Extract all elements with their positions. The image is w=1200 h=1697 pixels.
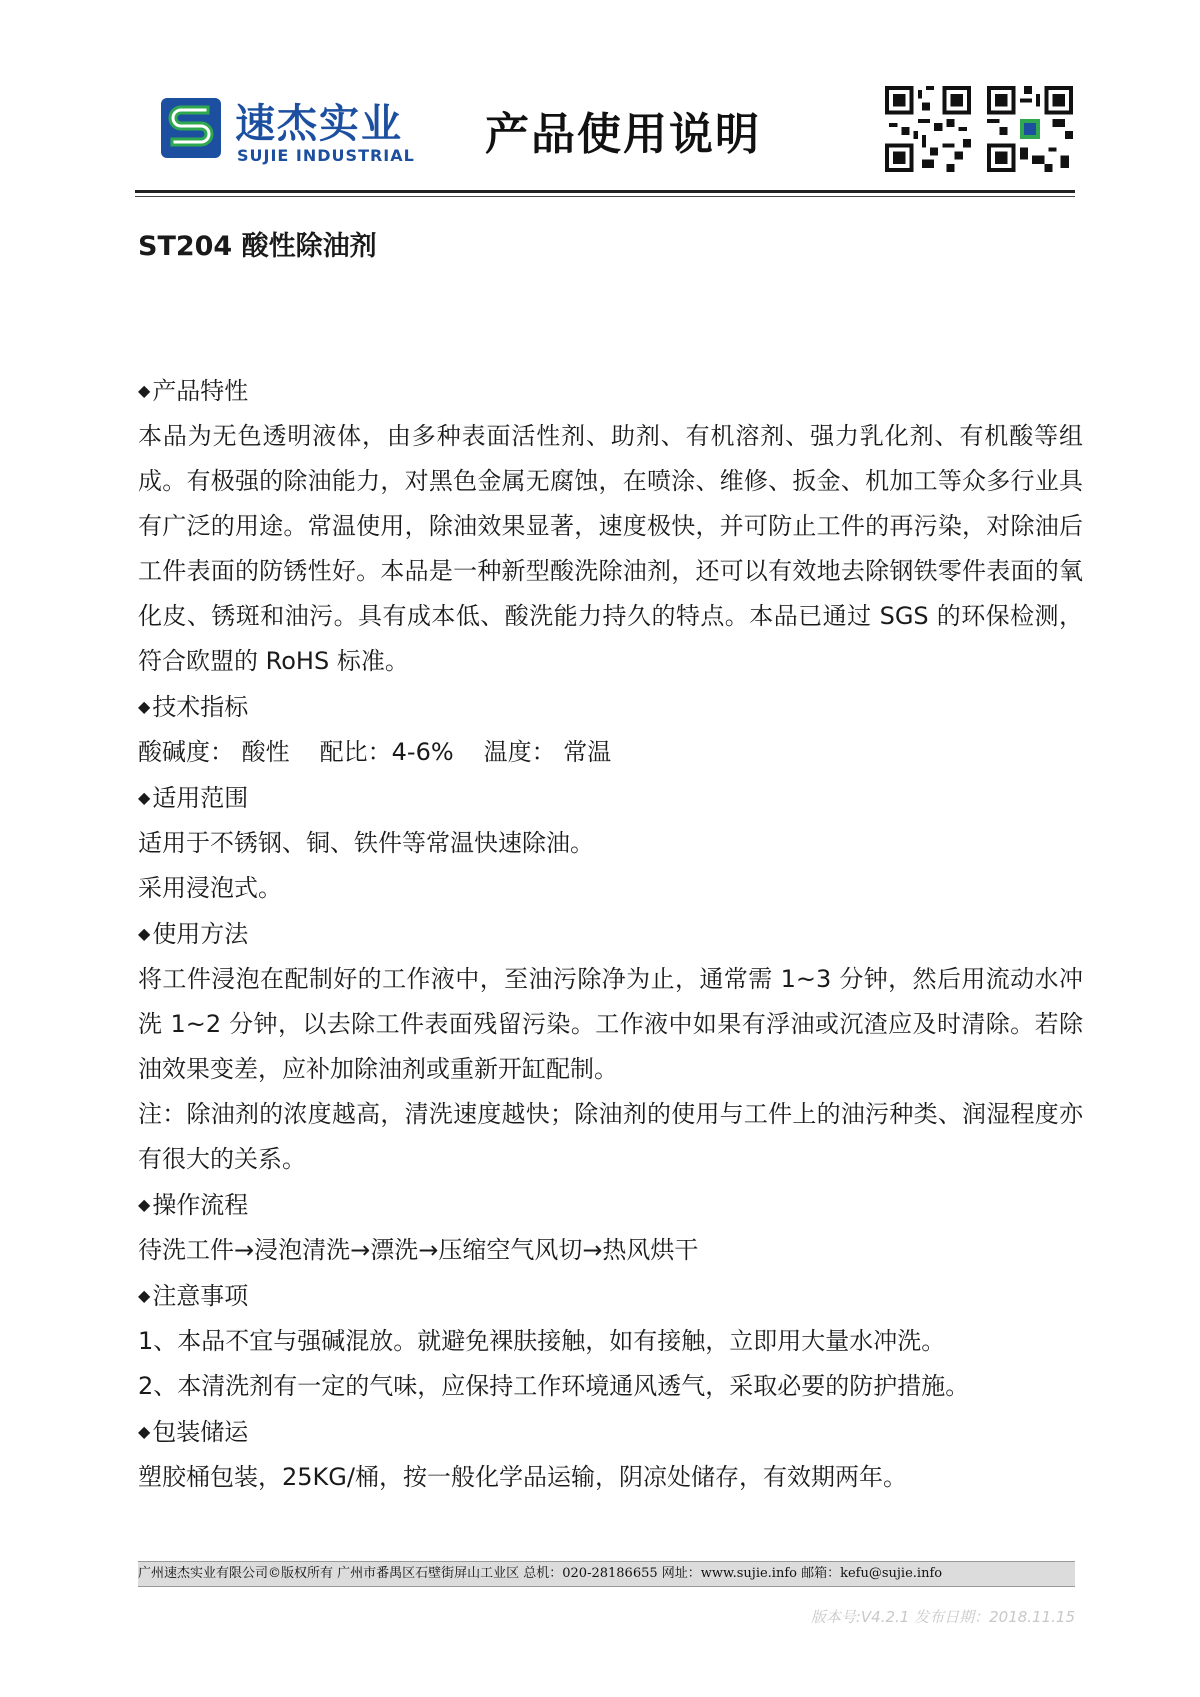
sujie-logo-icon (159, 96, 223, 160)
section-heading-specs (138, 684, 1083, 730)
section-heading-text: 使用方法 (152, 920, 249, 948)
section-heading-text: 包装储运 (152, 1418, 249, 1446)
section-heading-cautions (138, 1273, 1083, 1319)
section-heading-features (138, 368, 1083, 414)
spec-ratio: 配比：4-6% (319, 738, 454, 766)
packaging-line: 塑胶桶包装，25KG/桶，按一般化学品运输，阴凉处储存，有效期两年。 (138, 1463, 907, 1491)
header-rule (135, 190, 1075, 193)
features-paragraph: 本品为无色透明液体，由多种表面活性剂、助剂、有机溶剂、强力乳化剂、有机酸等组成。有极强的除油能力，对黑色金属无腐蚀，在喷涂、维修、扳金、机加工等众多行业具有广泛的用途。常温使用，除油效果显著，速度极快，并可防止工件的再污染，对除油后工件表面的防锈性好。本品是一种新型酸洗除油剂，还可以有效地去除钢铁零件表面的氧化皮、锈斑和油污。具有成本低、酸洗能力持久的特点。本品已通过 SGS 的环保检测，符合欧盟的 RoHS 标准。 (138, 422, 1083, 675)
section-heading-process (138, 1182, 1083, 1228)
specs-line (138, 730, 1083, 775)
caution-item: 1、本品不宜与强碱混放。就避免裸肤接触，如有接触，立即用大量水冲洗。 (138, 1327, 946, 1355)
logo-chinese-name: 速杰实业 (235, 101, 403, 147)
diamond-bullet-icon: ◆ (138, 1195, 151, 1214)
spec-acidity: 酸碱度： 酸性 (138, 738, 290, 766)
header-rule-thin (135, 196, 1075, 197)
spec-temperature: 温度： 常温 (483, 738, 612, 766)
document-title: 产品使用说明 (485, 109, 761, 160)
section-heading-text: 操作流程 (152, 1191, 249, 1219)
qr-code-icon (987, 86, 1073, 172)
product-title: ST204 酸性除油剂 (138, 231, 377, 262)
usage-paragraph: 将工件浸泡在配制好的工作液中，至油污除净为止，通常需 1~3 分钟，然后用流动水冲洗 1~2 分钟，以去除工件表面残留污染。工作液中如果有浮油或沉渣应及时清除。若除油效果变差，应补加除油剂或重新开缸配制。 (138, 965, 1083, 1083)
usage-note: 注：除油剂的浓度越高，清洗速度越快；除油剂的使用与工件上的油污种类、润湿程度亦有很大的关系。 (138, 1100, 1083, 1173)
logo-english-name: SUJIE INDUSTRIAL (237, 146, 415, 165)
diamond-bullet-icon: ◆ (138, 1286, 151, 1305)
section-heading-text: 注意事项 (152, 1282, 249, 1310)
diamond-bullet-icon: ◆ (138, 788, 151, 807)
diamond-bullet-icon: ◆ (138, 381, 151, 400)
version-info: 版本号:V4.2.1 发布日期：2018.11.15 (810, 1608, 1075, 1626)
section-heading-scope (138, 775, 1083, 821)
section-heading-usage (138, 911, 1083, 957)
qr-code-icon (885, 86, 971, 172)
document-body (138, 368, 1083, 1500)
section-heading-packaging (138, 1409, 1083, 1455)
diamond-bullet-icon: ◆ (138, 697, 151, 716)
diamond-bullet-icon: ◆ (138, 924, 151, 943)
page-header (135, 80, 1075, 190)
caution-item: 2、本清洗剂有一定的气味，应保持工作环境通风透气，采取必要的防护措施。 (138, 1372, 970, 1400)
section-heading-text: 适用范围 (152, 784, 249, 812)
company-logo (159, 92, 419, 172)
process-flow: 待洗工件→浸泡清洗→漂洗→压缩空气风切→热风烘干 (138, 1236, 699, 1264)
footer-company-info: 广州速杰实业有限公司©版权所有 广州市番禺区石壁街屏山工业区 总机：020-28186655 网址：www.sujie.info 邮箱：kefu@sujie.info (138, 1561, 1075, 1587)
section-heading-text: 技术指标 (152, 693, 249, 721)
scope-line: 适用于不锈钢、铜、铁件等常温快速除油。 (138, 829, 594, 857)
section-heading-text: 产品特性 (152, 377, 249, 405)
scope-line: 采用浸泡式。 (138, 874, 282, 902)
diamond-bullet-icon: ◆ (138, 1422, 151, 1441)
